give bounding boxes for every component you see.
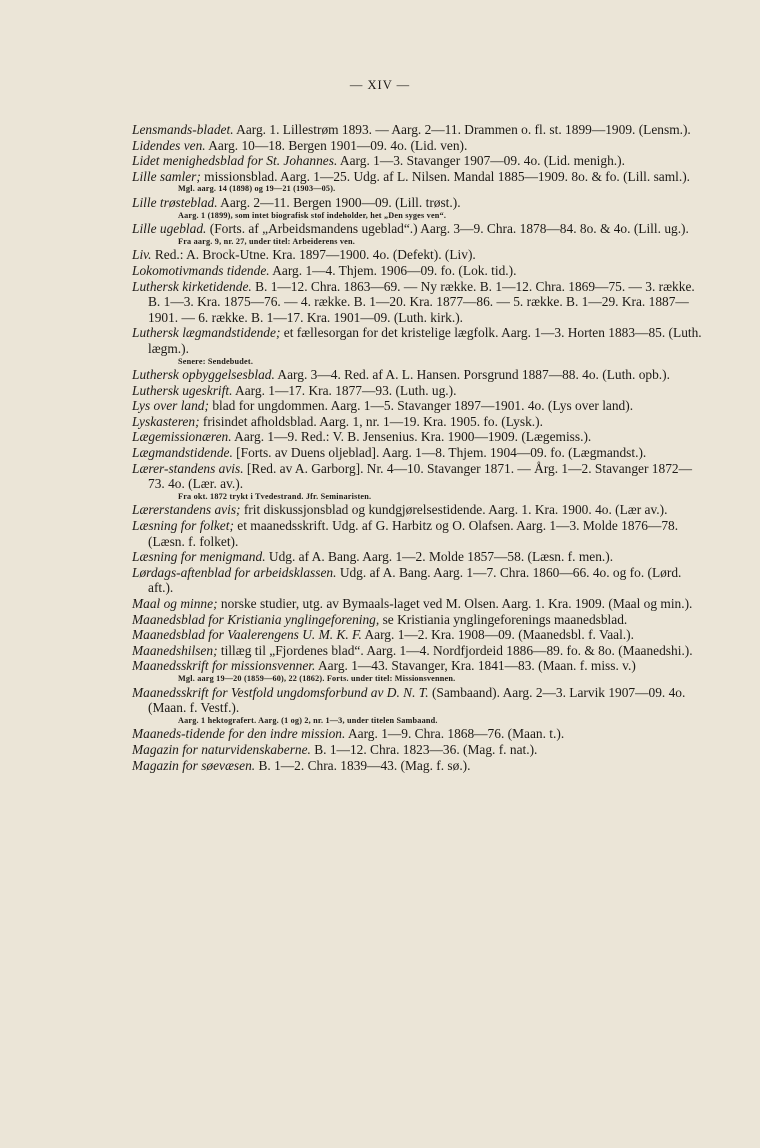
entry-title: Maaneds-tidende for den indre mission. [132,726,346,742]
entry-text: norske studier, utg. av Bymaals-laget ved M. Olsen. Aarg. 1. Kra. 1909. (Maal og min.). [217,596,693,611]
entry-text: Aarg. 3—4. Red. af A. L. Hansen. Porsgrund 1887—88. 4o. (Luth. opb.). [274,367,670,383]
entry-text: Aarg. 10—18. Bergen 1901—09. 4o. (Lid. ven). [205,137,468,153]
entry-title: Lille ugeblad. [132,221,207,237]
entry-text: (Sambaand). Aarg. 2—3. Larvik 1907—09. 4o. (Maan. f. Vestf.). [148,684,686,716]
list-item [132,263,706,279]
entry-text: Udg. af A. Bang. Aarg. 1—2. Molde 1857—58. (Læsn. f. men.). [265,549,614,565]
list-item [132,685,706,716]
entry-title: Magazin for søevæsen. [132,757,256,773]
list-item [132,627,706,643]
entry-title: Lægemissionæren. [132,429,232,445]
list-item [132,518,706,549]
entry-note: Aarg. 1 (1899), som intet biografisk stof indeholder, het „Den syges ven“. [178,210,447,220]
list-item [132,643,706,659]
entry-text: (Forts. af „Arbeidsmandens ugeblad“.) Aarg. 3—9. Chra. 1878—84. 8o. & 4o. (Lill. ug.). [206,221,689,237]
entry-text: Red.: A. Brock-Utne. Kra. 1897—1900. 4o. (Defekt). (Liv). [151,247,476,263]
list-item [132,429,706,445]
list-item [132,122,706,138]
list-item [132,195,706,211]
entry-title: Lærer-standens avis. [132,460,244,476]
entry-title: Maanedsskrift for Vestfold ungdomsforbund av D. N. T. [132,684,429,700]
list-item [132,565,706,596]
entry-title: Liv. [132,247,152,263]
entry-title: Maanedsblad for Kristiania ynglingeforening, [132,611,380,627]
entry-note: Mgl. aarg. 14 (1898) og 19—21 (1903—05). [178,184,336,194]
list-item [132,398,706,414]
list-item [132,502,706,518]
entry-title: Lille trøsteblad. [132,194,218,210]
entry-note: Fra okt. 1872 trykt i Tvedestrand. Jfr. Seminaristen. [178,491,372,501]
entry-title: Luthersk lægmandstidende; [132,325,281,341]
entry-title: Maanedsskrift for missionsvenner. [132,658,316,674]
entry-title: Luthersk kirketidende. [132,278,252,294]
list-item [132,367,706,383]
list-item [132,221,706,237]
entry-title: Lys over land; [132,398,209,414]
list-item [132,596,706,612]
bibliography-list [132,122,706,773]
entry-text: Aarg. 1. Lillestrøm 1893. — Aarg. 2—11. Drammen o. fl. st. 1899—1909. (Lensm.). [233,122,691,137]
entry-text: et maanedsskrift. Udg. af G. Harbitz og O. Olafsen. Aarg. 1—3. Molde 1876—78. (Læsn. f. folket). [148,518,679,549]
entry-note: Fra aarg. 9, nr. 27, under titel: Arbeiderens ven. [178,236,355,246]
entry-text: Aarg. 1—2. Kra. 1908—09. (Maanedsbl. f. Vaal.). [361,627,634,643]
entry-note: Aarg. 1 hektografert. Aarg. (1 og) 2, nr. 1—3, under titelen Sambaand. [178,715,438,725]
entry-text: missionsblad. Aarg. 1—25. Udg. af L. Nilsen. Mandal 1885—1909. 8o. & fo. (Lill. saml.). [200,168,691,184]
entry-text: se Kristiania ynglingeforenings maanedsblad. [379,611,628,627]
list-item [132,742,706,758]
entry-title: Maanedshilsen; [132,642,218,658]
list-item [132,445,706,461]
entry-text: tillæg til „Fjordenes blad“. Aarg. 1—4. Nordfjordeid 1886—89. fo. & 8o. (Maanedshi.). [217,642,693,658]
entry-title: Lille samler; [132,168,201,184]
entry-note: Mgl. aarg 19—20 (1859—60), 22 (1862). Forts. under titel: Missionsvennen. [178,673,456,683]
list-item [132,138,706,154]
list-item [132,153,706,169]
entry-title: Lørdags-aftenblad for arbeidsklassen. [132,564,337,580]
entry-note: Senere: Sendebudet. [178,356,254,366]
page-number: — XIV — [349,78,411,92]
entry-text: et fællesorgan for det kristelige lægfolk. Aarg. 1—3. Horten 1883—85. (Luth. lægm.). [148,325,702,356]
entry-title: Luthersk opbyggelsesblad. [132,367,275,383]
entry-text: Aarg. 1—4. Thjem. 1906—09. fo. (Lok. tid.). [269,262,517,278]
list-item [132,279,706,326]
list-item [132,169,706,185]
list-item [132,325,706,356]
entry-title: Lensmands-bladet. [132,122,234,137]
entry-title: Magazin for naturvidenskaberne. [132,741,311,757]
list-item [132,726,706,742]
entry-title: Lokomotivmands tidende. [132,262,270,278]
entry-text: Aarg. 1—17. Kra. 1877—93. (Luth. ug.). [232,382,457,398]
entry-title: Luthersk ugeskrift. [132,382,233,398]
entry-title: Lidet menighedsblad for St. Johannes. [132,153,338,169]
entry-text: B. 1—12. Chra. 1863—69. — Ny række. B. 1—12. Chra. 1869—75. — 3. række. B. 1—3. Kra. 1875—76. — 4. række. B. 1—20. Kra. 1877—86. — 5. række. B. 1—29. Kra. 1887—1901. — 6. række. B. 1—17. Kra. 1901—09. (Luth. kirk.). [148,278,695,325]
list-item [132,612,706,628]
entry-title: Maanedsblad for Vaalerengens U. M. K. F. [132,627,362,643]
entry-text: Udg. af A. Bang. Aarg. 1—7. Chra. 1860—66. 4o. og fo. (Lørd. aft.). [148,564,682,596]
list-item [132,461,706,492]
entry-text: B. 1—12. Chra. 1823—36. (Mag. f. nat.). [310,741,538,757]
entry-title: Læsning for folket; [132,518,234,534]
list-item [132,758,706,774]
entry-text: [Forts. av Duens oljeblad]. Aarg. 1—8. Thjem. 1904—09. fo. (Lægmandst.). [232,445,647,461]
entry-text: frit diskussjonsblad og kundgjørelsestidende. Aarg. 1. Kra. 1900. 4o. (Lær av.). [240,502,668,518]
entry-text: Aarg. 1—3. Stavanger 1907—09. 4o. (Lid. menigh.). [337,153,625,169]
list-item [132,658,706,674]
entry-title: Lidendes ven. [132,137,206,153]
list-item [132,414,706,430]
list-item [132,247,706,263]
entry-title: Lyskasteren; [132,413,200,429]
entry-text: Aarg. 1—9. Red.: V. B. Jensenius. Kra. 1900—1909. (Lægemiss.). [231,429,592,445]
entry-title: Lægmandstidende. [132,445,233,461]
entry-text: Aarg. 1—43. Stavanger, Kra. 1841—83. (Maan. f. miss. v.) [315,658,636,674]
entry-text: blad for ungdommen. Aarg. 1—5. Stavanger 1897—1901. 4o. (Lys over land). [208,398,634,414]
entry-text: Aarg. 1—9. Chra. 1868—76. (Maan. t.). [345,726,565,742]
entry-title: Maal og minne; [132,596,218,611]
entry-text: frisindet afholdsblad. Aarg. 1, nr. 1—19. Kra. 1905. fo. (Lysk.). [199,413,543,429]
entry-text: [Red. av A. Garborg]. Nr. 4—10. Stavanger 1871. — Årg. 1—2. Stavanger 1872—73. 4o. (Lær. av.). [148,460,692,492]
entry-text: B. 1—2. Chra. 1839—43. (Mag. f. sø.). [255,757,471,773]
entry-title: Lærerstandens avis; [132,502,241,518]
list-item [132,383,706,399]
list-item [132,549,706,565]
entry-text: Aarg. 2—11. Bergen 1900—09. (Lill. trøst.). [217,194,461,210]
entry-title: Læsning for menigmand. [132,549,266,565]
